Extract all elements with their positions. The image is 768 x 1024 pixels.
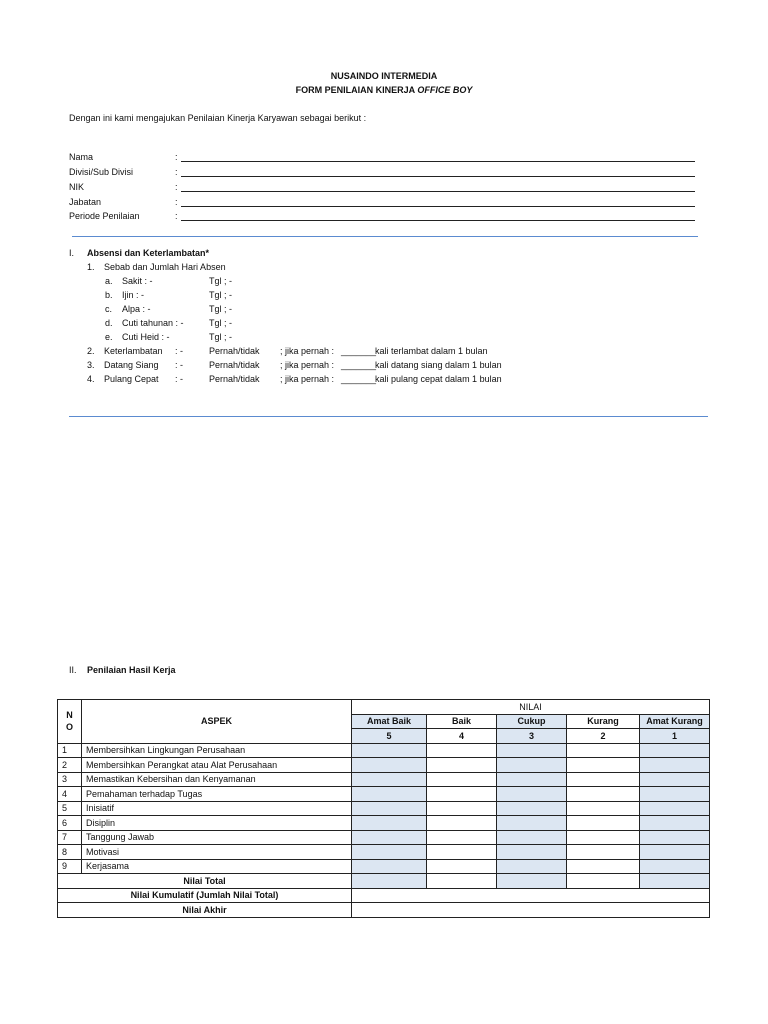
score-cell[interactable] <box>427 859 497 874</box>
total-label: Nilai Total <box>58 874 352 889</box>
score-cell[interactable] <box>427 758 497 773</box>
score-cell[interactable] <box>497 845 567 860</box>
field-label-jabatan: Jabatan <box>69 197 102 207</box>
item-label-sebab: Sebab dan Jumlah Hari Absen <box>104 262 226 272</box>
total-cell[interactable] <box>352 874 427 889</box>
total-cell[interactable] <box>497 874 567 889</box>
row-aspek: Memastikan Kebersihan dan Kenyamanan <box>82 772 352 787</box>
field-line-jabatan[interactable] <box>181 206 695 207</box>
item-blank[interactable]: _______ <box>341 374 377 384</box>
score-cell[interactable] <box>352 859 427 874</box>
sub-letter: c. <box>105 304 113 314</box>
total-cell[interactable] <box>640 874 710 889</box>
sub-label-ijin: Ijin : - <box>122 290 145 300</box>
item-label-pulang-cepat: Pulang Cepat <box>104 374 159 384</box>
score-cell[interactable] <box>352 845 427 860</box>
sub-letter: d. <box>105 318 113 328</box>
field-sep: : <box>175 197 178 207</box>
score-cell[interactable] <box>497 801 567 816</box>
score-cell[interactable] <box>427 801 497 816</box>
row-no: 6 <box>58 816 82 831</box>
score-cell[interactable] <box>497 830 567 845</box>
score-cell[interactable] <box>640 787 710 802</box>
field-line-divisi[interactable] <box>181 176 695 177</box>
form-title-text: FORM PENILAIAN KINERJA <box>295 85 418 95</box>
scale-label: Amat Kurang <box>640 714 710 729</box>
table-row <box>58 816 710 831</box>
score-cell[interactable] <box>352 830 427 845</box>
score-cell[interactable] <box>640 801 710 816</box>
final-label: Nilai Akhir <box>58 903 352 918</box>
table-row <box>58 743 710 758</box>
item-number: 4. <box>87 374 95 384</box>
row-aspek: Membersihkan Lingkungan Perusahaan <box>82 743 352 758</box>
section-number: I. <box>69 248 75 258</box>
table-row <box>58 787 710 802</box>
item-number: 2. <box>87 346 95 356</box>
row-aspek: Inisiatif <box>82 801 352 816</box>
score-cell[interactable] <box>567 772 640 787</box>
sub-letter: e. <box>105 332 113 342</box>
row-no: 9 <box>58 859 82 874</box>
field-label-periode: Periode Penilaian <box>69 211 140 221</box>
item-choice: Pernah/tidak <box>209 360 260 370</box>
field-sep: : <box>175 152 178 162</box>
sub-label-sakit: Sakit : - <box>122 276 153 286</box>
item-sep: : - <box>175 346 183 356</box>
assessment-table <box>57 699 710 918</box>
score-cell[interactable] <box>427 816 497 831</box>
score-cell[interactable] <box>640 816 710 831</box>
score-cell[interactable] <box>427 787 497 802</box>
table-row <box>58 859 710 874</box>
item-blank[interactable]: _______ <box>341 346 377 356</box>
score-cell[interactable] <box>567 758 640 773</box>
score-cell[interactable] <box>497 859 567 874</box>
divider-rule <box>72 236 698 237</box>
scale-label: Baik <box>427 714 497 729</box>
sub-label-cuti-tahunan: Cuti tahunan : - <box>122 318 184 328</box>
sub-tgl: Tgl ; - <box>209 318 233 328</box>
total-cell[interactable] <box>427 874 497 889</box>
row-no: 4 <box>58 787 82 802</box>
field-sep: : <box>175 182 178 192</box>
header-nilai: NILAI <box>352 700 710 715</box>
scale-label: Kurang <box>567 714 640 729</box>
scale-score: 5 <box>352 729 427 744</box>
field-line-nama[interactable] <box>181 161 695 162</box>
score-cell[interactable] <box>640 758 710 773</box>
item-choice: Pernah/tidak <box>209 374 260 384</box>
row-aspek: Disiplin <box>82 816 352 831</box>
table-row <box>58 845 710 860</box>
row-aspek: Kerjasama <box>82 859 352 874</box>
field-label-nik: NIK <box>69 182 85 192</box>
sub-letter: b. <box>105 290 113 300</box>
score-cell[interactable] <box>352 758 427 773</box>
final-row <box>58 903 710 918</box>
score-cell[interactable] <box>640 772 710 787</box>
total-cell[interactable] <box>567 874 640 889</box>
sub-tgl: Tgl ; - <box>209 332 233 342</box>
form-title-role: OFFICE BOY <box>417 85 473 95</box>
scale-label: Amat Baik <box>352 714 427 729</box>
header-no: N O <box>58 700 82 744</box>
table-row <box>58 772 710 787</box>
score-cell[interactable] <box>567 787 640 802</box>
score-cell[interactable] <box>427 830 497 845</box>
field-sep: : <box>175 211 178 221</box>
field-label-nama: Nama <box>69 152 94 162</box>
score-cell[interactable] <box>567 816 640 831</box>
row-aspek: Motivasi <box>82 845 352 860</box>
item-number: 1. <box>87 262 95 272</box>
section-title-penilaian: Penilaian Hasil Kerja <box>87 665 176 675</box>
field-line-nik[interactable] <box>181 191 695 192</box>
score-cell[interactable] <box>497 743 567 758</box>
score-cell[interactable] <box>427 743 497 758</box>
score-cell[interactable] <box>567 743 640 758</box>
form-title <box>0 85 768 95</box>
score-cell[interactable] <box>497 787 567 802</box>
row-no: 2 <box>58 758 82 773</box>
score-cell[interactable] <box>427 772 497 787</box>
item-suffix: kali terlambat dalam 1 bulan <box>375 346 488 356</box>
field-line-periode[interactable] <box>181 220 695 221</box>
item-suffix: kali datang siang dalam 1 bulan <box>375 360 502 370</box>
item-choice: Pernah/tidak <box>209 346 260 356</box>
sub-label-alpa: Alpa : - <box>122 304 151 314</box>
score-cell[interactable] <box>640 859 710 874</box>
score-cell[interactable] <box>640 743 710 758</box>
header-aspek: ASPEK <box>82 700 352 744</box>
score-cell[interactable] <box>640 845 710 860</box>
intro-text: Dengan ini kami mengajukan Penilaian Kinerja Karyawan sebagai berikut : <box>69 113 367 123</box>
sub-letter: a. <box>105 276 113 286</box>
row-no: 1 <box>58 743 82 758</box>
score-cell[interactable] <box>352 772 427 787</box>
score-cell[interactable] <box>497 758 567 773</box>
sub-tgl: Tgl ; - <box>209 304 233 314</box>
score-cell[interactable] <box>427 845 497 860</box>
scale-score: 1 <box>640 729 710 744</box>
scale-score: 3 <box>497 729 567 744</box>
sub-tgl: Tgl ; - <box>209 276 233 286</box>
item-label-datang-siang: Datang Siang <box>104 360 159 370</box>
score-cell[interactable] <box>497 816 567 831</box>
score-cell[interactable] <box>567 830 640 845</box>
scale-score: 2 <box>567 729 640 744</box>
score-cell[interactable] <box>497 772 567 787</box>
sub-label-cuti-heid: Cuti Heid : - <box>122 332 170 342</box>
item-condition: ; jika pernah : <box>280 374 335 384</box>
item-sep: : - <box>175 360 183 370</box>
item-suffix: kali pulang cepat dalam 1 bulan <box>375 374 502 384</box>
cumulative-row <box>58 888 710 903</box>
score-cell[interactable] <box>640 830 710 845</box>
row-aspek: Pemahaman terhadap Tugas <box>82 787 352 802</box>
item-condition: ; jika pernah : <box>280 346 335 356</box>
row-no: 3 <box>58 772 82 787</box>
item-label-keterlambatan: Keterlambatan <box>104 346 163 356</box>
table-row <box>58 830 710 845</box>
table-row <box>58 801 710 816</box>
row-no: 5 <box>58 801 82 816</box>
final-cell[interactable] <box>352 903 710 918</box>
item-sep: : - <box>175 374 183 384</box>
item-condition: ; jika pernah : <box>280 360 335 370</box>
item-number: 3. <box>87 360 95 370</box>
scale-score: 4 <box>427 729 497 744</box>
company-name: NUSAINDO INTERMEDIA <box>330 71 438 81</box>
row-aspek: Tanggung Jawab <box>82 830 352 845</box>
row-no: 7 <box>58 830 82 845</box>
score-cell[interactable] <box>352 801 427 816</box>
total-row <box>58 874 710 889</box>
section-number: II. <box>69 665 77 675</box>
table-row <box>58 758 710 773</box>
row-aspek: Membersihkan Perangkat atau Alat Perusahaan <box>82 758 352 773</box>
item-blank[interactable]: _______ <box>341 360 377 370</box>
score-cell[interactable] <box>567 845 640 860</box>
field-sep: : <box>175 167 178 177</box>
section-title-absensi: Absensi dan Keterlambatan* <box>87 248 210 258</box>
score-cell[interactable] <box>352 743 427 758</box>
scale-label: Cukup <box>497 714 567 729</box>
cumulative-cell[interactable] <box>352 888 710 903</box>
score-cell[interactable] <box>567 859 640 874</box>
cumulative-label: Nilai Kumulatif (Jumlah Nilai Total) <box>58 888 352 903</box>
sub-tgl: Tgl ; - <box>209 290 233 300</box>
field-label-divisi: Divisi/Sub Divisi <box>69 167 134 177</box>
divider-rule <box>69 416 708 417</box>
score-cell[interactable] <box>352 816 427 831</box>
row-no: 8 <box>58 845 82 860</box>
score-cell[interactable] <box>567 801 640 816</box>
score-cell[interactable] <box>352 787 427 802</box>
